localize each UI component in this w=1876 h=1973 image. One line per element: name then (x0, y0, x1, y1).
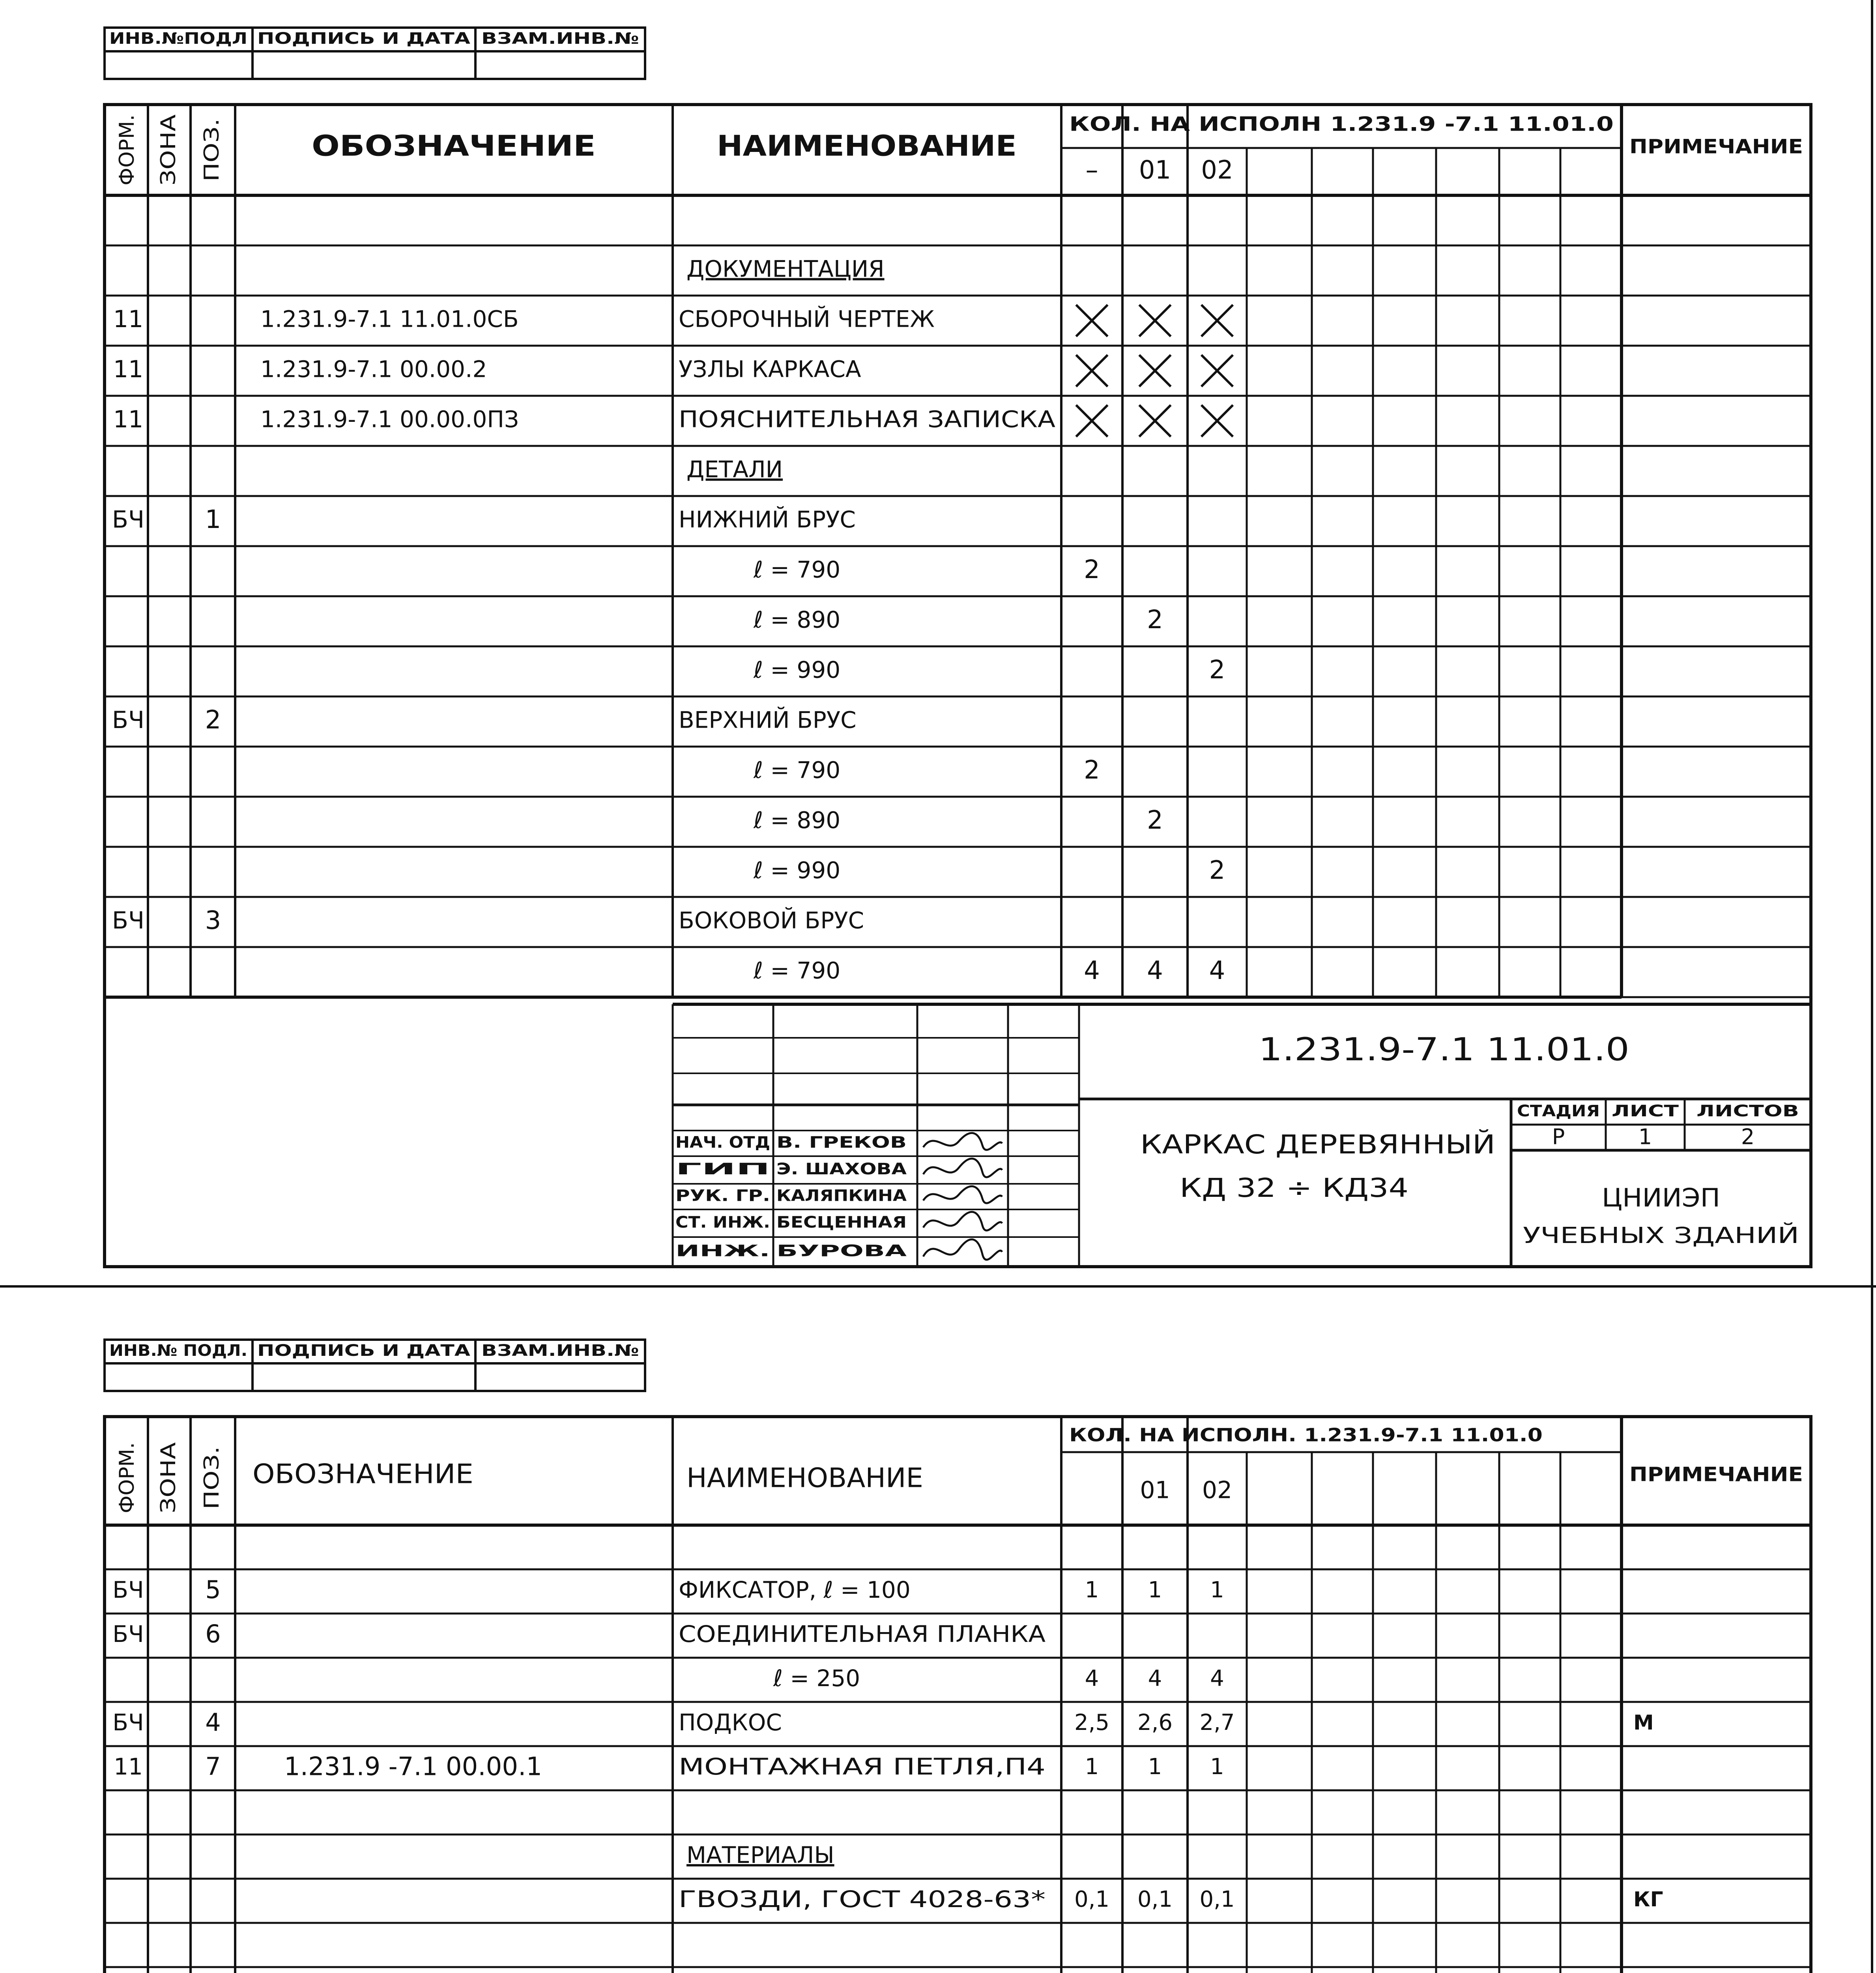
table-row (753, 555, 1100, 584)
cell-form: БЧ (112, 1621, 144, 1648)
stamp-label-signature-date: ПОДПИСЬ И ДАТА (257, 30, 471, 48)
cell-form: 11 (113, 305, 144, 333)
cell-name: ℓ = 790 (754, 556, 841, 583)
cross-mark (1139, 305, 1171, 337)
table-row (753, 856, 1225, 885)
header-position: ПОЗ. (200, 130, 224, 182)
header-execution-1: 01 (1140, 1476, 1170, 1504)
stamp-label-inv-no: ИНВ.№ ПОДЛ. (109, 1342, 247, 1360)
cross-mark (1139, 405, 1171, 437)
sheet-value: 1 (1638, 1124, 1652, 1149)
staff-role: ИНЖ. (675, 1242, 770, 1260)
cell-quantity-1: 1 (1085, 1577, 1099, 1603)
header-quantity-per-execution: КОЛ. НА ИСПОЛН. 1.231.9-7.1 11.01.0 (1069, 1424, 1543, 1446)
table-row (112, 505, 856, 534)
cell-quantity-3: 4 (1210, 1666, 1224, 1692)
header-quantity-per-execution: КОЛ. НА ИСПОЛН 1.231.9 -7.1 11.01.0 (1069, 112, 1614, 136)
table-row (686, 1842, 834, 1868)
cell-quantity-3: 1 (1210, 1577, 1224, 1603)
cell-quantity-2: 0,1 (1137, 1887, 1173, 1913)
header-execution-0: – (1085, 155, 1098, 185)
cell-quantity-1: 4 (1084, 956, 1100, 986)
staff-role: НАЧ. ОТД (675, 1133, 770, 1152)
sheet-frame (105, 105, 1811, 1267)
cell-designation: 1.231.9 -7.1 00.00.1 (284, 1752, 542, 1782)
staff-name: Э. ШАХОВА (776, 1160, 907, 1178)
staff-signature (923, 1133, 1002, 1150)
organization-line-1: ЦНИИЭП (1602, 1183, 1720, 1213)
header-execution-2: 02 (1201, 155, 1233, 185)
cell-name: ℓ = 250 (773, 1665, 860, 1692)
cell-name: СОЕДИНИТЕЛЬНАЯ ПЛАНКА (679, 1621, 1046, 1648)
specification-sheet-2 (105, 1340, 1811, 1973)
cell-designation: 1.231.9-7.1 11.01.0СБ (260, 305, 519, 333)
document-code: 1.231.9-7.1 11.01.0 (1259, 1031, 1629, 1068)
cell-quantity-2: 4 (1148, 1666, 1162, 1692)
table-row (112, 1708, 1654, 1737)
header-designation: ОБОЗНАЧЕНИЕ (253, 1458, 473, 1490)
header-form: ФОРМ. (115, 1443, 139, 1513)
table-row (679, 1886, 1663, 1913)
cell-position: 4 (205, 1708, 221, 1737)
cell-name: ℓ = 790 (754, 756, 841, 784)
table-row (112, 706, 857, 735)
staff-signature (923, 1159, 1002, 1177)
cell-position: 1 (205, 505, 221, 535)
cell-quantity-3: 4 (1209, 956, 1225, 986)
cell-position: 3 (205, 906, 221, 936)
cell-quantity-2: 2 (1147, 605, 1163, 635)
cell-form: БЧ (112, 706, 145, 734)
cell-name: ДЕТАЛИ (686, 456, 783, 483)
table-row (686, 456, 783, 483)
stamp-label-replacement-inv: ВЗАМ.ИНВ.№ (481, 1342, 639, 1360)
staff-signature (923, 1212, 1002, 1230)
staff-name: БЕСЦЕННАЯ (776, 1213, 907, 1232)
cross-mark (1076, 355, 1108, 387)
cell-position: 7 (205, 1752, 221, 1781)
header-note: ПРИМЕЧАНИЕ (1629, 135, 1803, 158)
table-row (686, 256, 885, 283)
staff-name: КАЛЯПКИНА (776, 1187, 907, 1205)
staff-signature (923, 1239, 1002, 1260)
cell-name: ℓ = 890 (754, 807, 841, 834)
organization-line-2: УЧЕБНЫХ ЗДАНИЙ (1523, 1223, 1735, 1249)
cell-quantity-1: 0,1 (1074, 1887, 1110, 1913)
cell-quantity-2: 1 (1148, 1577, 1162, 1603)
cell-quantity-1: 4 (1085, 1666, 1099, 1692)
header-form: ФОРМ. (115, 115, 139, 185)
sheets-label: ЛИСТОВ (1696, 1102, 1799, 1120)
sheet-label: ЛИСТ (1612, 1102, 1679, 1120)
cell-name: ℓ = 990 (754, 857, 841, 884)
cell-form: 11 (113, 356, 144, 384)
stage-value: Р (1552, 1124, 1565, 1149)
cell-quantity-2: 2 (1147, 806, 1163, 835)
staff-name: БУРОВА (776, 1242, 907, 1260)
stamp-label-inv-no: ИНВ.№ПОДЛ (109, 30, 247, 48)
cell-name: ДОКУМЕНТАЦИЯ (686, 255, 885, 283)
stamp-label-signature-date: ПОДПИСЬ И ДАТА (257, 1342, 471, 1360)
cell-name: УЗЛЫ КАРКАСА (679, 356, 861, 383)
cell-name: БОКОВОЙ БРУС (679, 907, 864, 934)
cell-quantity-2: 1 (1148, 1754, 1162, 1780)
cross-mark (1076, 305, 1108, 337)
staff-signature (923, 1186, 1002, 1203)
cell-quantity-1: 2 (1084, 555, 1100, 585)
header-zone: ЗОНА (157, 127, 180, 185)
document-title-line-1: КАРКАС ДЕРЕВЯННЫЙ (1140, 1129, 1442, 1160)
cell-quantity-2: 4 (1147, 956, 1163, 986)
staff-role: ГИП (675, 1160, 770, 1178)
cross-mark (1201, 355, 1233, 387)
cell-name: СБОРОЧНЫЙ ЧЕРТЕЖ (679, 305, 935, 333)
cell-form: БЧ (112, 907, 145, 935)
cell-note: КГ (1633, 1888, 1663, 1911)
cell-position: 6 (205, 1619, 221, 1649)
staff-role: РУК. ГР. (675, 1187, 770, 1205)
staff-name: В. ГРЕКОВ (776, 1133, 907, 1152)
sheets-value: 2 (1741, 1124, 1755, 1149)
table-row (112, 1575, 1224, 1604)
cell-position: 5 (205, 1575, 221, 1604)
cell-designation: 1.231.9-7.1 00.00.2 (260, 356, 487, 383)
table-row (753, 605, 1163, 635)
staff-role: СТ. ИНЖ. (675, 1213, 770, 1232)
cell-quantity-3: 2 (1209, 655, 1225, 685)
cell-name: МОНТАЖНАЯ ПЕТЛЯ,П4 (679, 1753, 1046, 1780)
header-name: НАИМЕНОВАНИЕ (686, 1462, 923, 1494)
cell-quantity-1: 2,5 (1074, 1710, 1110, 1736)
cell-name: ФИКСАТОР, ℓ = 100 (679, 1576, 911, 1604)
cell-name: МАТЕРИАЛЫ (686, 1842, 834, 1869)
cell-name: ГВОЗДИ, ГОСТ 4028-63* (679, 1886, 1046, 1913)
table-row (753, 956, 1225, 985)
cell-quantity-3: 0,1 (1199, 1887, 1235, 1913)
cell-form: БЧ (112, 506, 145, 534)
cell-quantity-3: 1 (1210, 1754, 1224, 1780)
document-title-line-2: КД 32 ÷ КД34 (1180, 1173, 1408, 1204)
header-execution-2: 02 (1202, 1476, 1233, 1504)
table-row (112, 1619, 1046, 1648)
cell-name: ПОЯСНИТЕЛЬНАЯ ЗАПИСКА (679, 406, 1056, 433)
cell-note: М (1633, 1711, 1654, 1735)
header-name: НАИМЕНОВАНИЕ (717, 129, 1017, 163)
cell-form: БЧ (112, 1576, 144, 1604)
table-row (112, 906, 864, 935)
stamp-label-replacement-inv: ВЗАМ.ИНВ.№ (481, 30, 639, 48)
table-row (773, 1665, 1224, 1692)
cross-mark (1201, 305, 1233, 337)
header-note: ПРИМЕЧАНИЕ (1629, 1463, 1803, 1486)
cell-quantity-1: 1 (1085, 1754, 1099, 1780)
table-row (114, 1752, 1224, 1781)
cross-mark (1139, 355, 1171, 387)
table-row (753, 756, 1100, 785)
cross-mark (1201, 405, 1233, 437)
specification-sheet-1 (105, 28, 1811, 1267)
cell-quantity-3: 2,7 (1199, 1710, 1235, 1736)
header-position: ПОЗ. (200, 1458, 224, 1509)
cell-name: ВЕРХНИЙ БРУС (679, 706, 857, 734)
cell-form: 11 (113, 406, 144, 434)
header-execution-1: 01 (1139, 155, 1171, 185)
cell-name: ПОДКОС (679, 1709, 782, 1736)
cell-quantity-2: 2,6 (1137, 1710, 1173, 1736)
cell-form: БЧ (112, 1709, 144, 1736)
cell-name: НИЖНИЙ БРУС (679, 506, 856, 533)
cell-quantity-3: 2 (1209, 856, 1225, 885)
stage-label: СТАДИЯ (1517, 1102, 1600, 1120)
header-zone: ЗОНА (157, 1454, 180, 1513)
header-designation: ОБОЗНАЧЕНИЕ (312, 129, 596, 163)
cell-name: ℓ = 990 (754, 656, 841, 683)
cross-mark (1076, 405, 1108, 437)
cell-form: 11 (114, 1753, 143, 1780)
cell-designation: 1.231.9-7.1 00.00.0ПЗ (260, 406, 519, 433)
cell-quantity-1: 2 (1084, 756, 1100, 785)
table-row (753, 806, 1163, 835)
cell-position: 2 (205, 706, 221, 735)
cell-name: ℓ = 790 (754, 957, 841, 984)
table-row (753, 655, 1225, 685)
cell-name: ℓ = 890 (754, 606, 841, 633)
